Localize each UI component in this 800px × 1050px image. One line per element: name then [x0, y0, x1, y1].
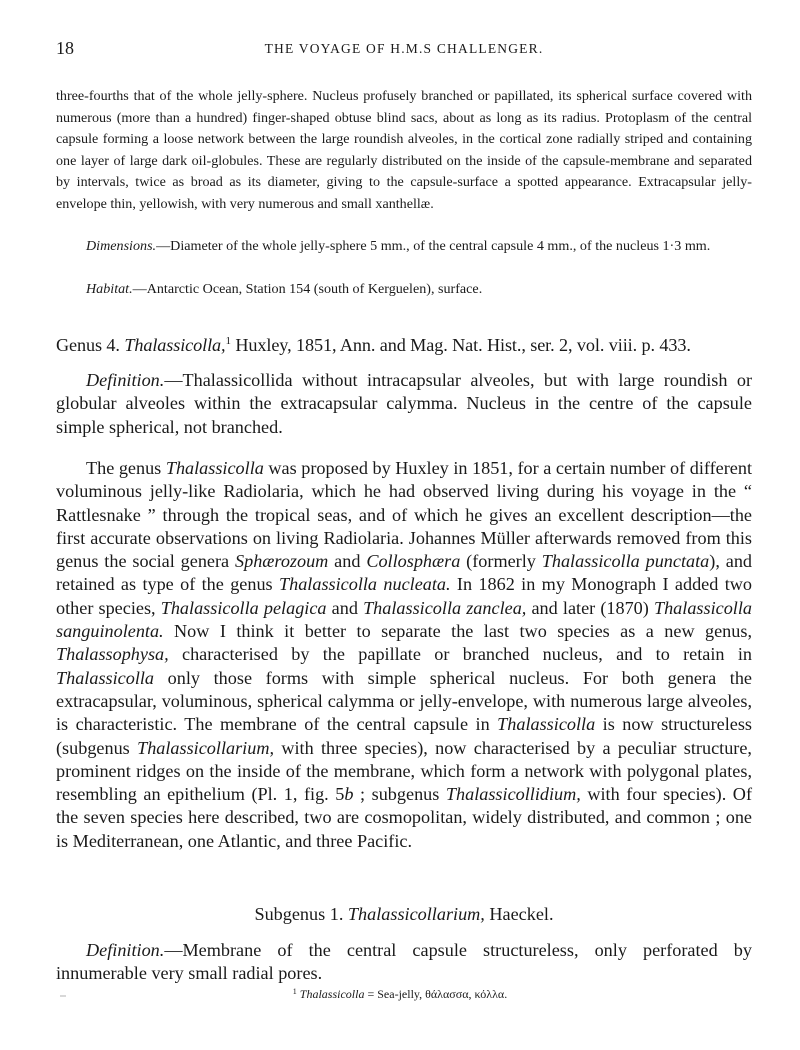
continuation-text: three-fourths that of the whole jelly-sphere. Nucleus profusely branched or papillated, its spherical surface covered with numerous (more than a hundred) finger-shaped obtuse blind sacs, about as long as its radius. Protoplasm of the central capsule forming a loose network between the large roundish alveoles, in the cortical zone radially striped and containing one layer of large dark oil-globules. These are regularly distributed on the inside of the capsule-membrane and separated by intervals, twice as broad as its diameter, giving to the capsule-surface a spotted appearance. Extracapsular jelly-envelope thin, yellowish, with very numerous and small xanthellæ. [56, 88, 752, 212]
body-text: In 1862 in my Monograph I added two other species, [56, 574, 752, 618]
genus-heading [56, 330, 752, 357]
body-text: ), and retained as type of the genus [56, 551, 753, 595]
definition-label: Definition. [86, 370, 165, 390]
definition-text: —Thalassicollida without intracapsular alveoles, but with large roundish or globular alveoles within the extracapsular calymma. Nucleus in the centre of the capsule simple spherical, not branched. [56, 370, 752, 437]
taxon-name: Thalassicollidium, [445, 784, 581, 805]
taxon-name: Thalassicolla nucleata. [279, 574, 451, 595]
definition2-text: —Membrane of the central capsule structureless, only perforated by innumerable very small radial pores. [56, 940, 752, 984]
page-header [56, 38, 752, 62]
dimensions-paragraph [56, 236, 752, 258]
definition2-label: Definition. [86, 940, 165, 960]
body-text: (formerly [460, 551, 542, 572]
body-text: is now structureless (subgenus [56, 714, 752, 758]
genus-name: Thalassicolla, [124, 335, 226, 356]
subgenus-author: Haeckel. [484, 904, 554, 924]
footnote-mark: 1 [292, 987, 297, 996]
habitat-paragraph [86, 279, 752, 301]
species-description-continuation [56, 86, 752, 216]
taxon-name: Thalassicolla sanguinolenta. [56, 597, 752, 642]
taxon-name: Thalassicolla [56, 667, 155, 688]
body-text: only those forms with simple spherical nucleus. For both genera the extracapsular, voluminous, spherical calymma or jelly-envelope, with numerous large alveoles, is characteristic. The membrane of the central capsule in [56, 667, 752, 735]
body-text: and [328, 551, 367, 572]
body-text: characterised by the papillate or branched nucleus, and to retain in [168, 644, 752, 665]
scan-mark [60, 995, 66, 997]
body-text: and later (1870) [526, 597, 654, 618]
body-text: and [326, 597, 364, 618]
genus-definition-paragraph [56, 369, 752, 439]
subgenus-definition-paragraph [56, 939, 752, 986]
taxon-name: Thalassicollarium, [137, 737, 275, 758]
habitat-label: Habitat. [86, 281, 133, 297]
body-text: The genus [86, 458, 166, 478]
running-title: THE VOYAGE OF H.M.S CHALLENGER. [264, 41, 544, 56]
footnote-term: Thalassicolla [299, 987, 365, 1001]
body-text: was proposed by Huxley in 1851, for a certain number of different voluminous jelly-like Radiolaria, which he had observed living during his voyage in the “ Rattlesnake ” through the tropical seas, and of which he gives an excellent description—the first accurate observations on living Radiolaria. Johannes Müller afterwards removed from this genus the social genera [56, 458, 753, 572]
taxon-name: Thalassicolla [497, 714, 596, 735]
body-text: Now I think it better to separate the last two species as a new genus, [163, 621, 752, 642]
dimensions-text: —Diameter of the whole jelly-sphere 5 mm., of the central capsule 4 mm., of the nucleus 1·3 mm. [156, 238, 711, 254]
taxon-name: Thalassicolla [165, 458, 264, 478]
body-text: with three species), now characterised by a peculiar structure, prominent ridges on the inside of the membrane, which form a network with polygonal plates, resembling an epithelium (Pl. 1, fig. 5 [56, 737, 752, 805]
subgenus-name: Thalassicollarium, [347, 904, 485, 924]
subgenus-heading [56, 903, 752, 926]
footnote [0, 987, 800, 1002]
genus-prefix: Genus 4. [56, 335, 125, 356]
taxon-name: Sphærozoum [235, 551, 329, 572]
body-text: with four species). Of the seven species here described, two are cosmopolitan, widely distributed, and common ; one is Mediterranean, one Atlantic, and three Pacific. [56, 784, 752, 851]
page-number: 18 [56, 38, 74, 58]
habitat-text: —Antarctic Ocean, Station 154 (south of Kerguelen), surface. [132, 281, 483, 297]
subgenus-prefix: Subgenus 1. [254, 904, 348, 924]
taxon-name: Thalassicolla zanclea, [363, 597, 527, 618]
dimensions-label: Dimensions. [86, 238, 157, 254]
footnote-reference-mark[interactable]: 1 [225, 335, 231, 347]
body-text: ; subgenus [353, 784, 446, 805]
taxon-name: Thalassicolla punctata [541, 551, 710, 572]
genus-citation: Huxley, 1851, Ann. and Mag. Nat. Hist., ser. 2, vol. viii. p. 433. [230, 335, 691, 356]
footnote-text: = Sea-jelly, θάλασσα, κόλλα. [364, 987, 508, 1001]
taxon-name: Thalassophysa, [56, 644, 169, 665]
taxon-name: Thalassicolla pelagica [160, 597, 327, 618]
genus-discussion-paragraph [56, 457, 752, 853]
figure-letter: b [344, 784, 354, 805]
taxon-name: Collosphæra [366, 551, 461, 572]
